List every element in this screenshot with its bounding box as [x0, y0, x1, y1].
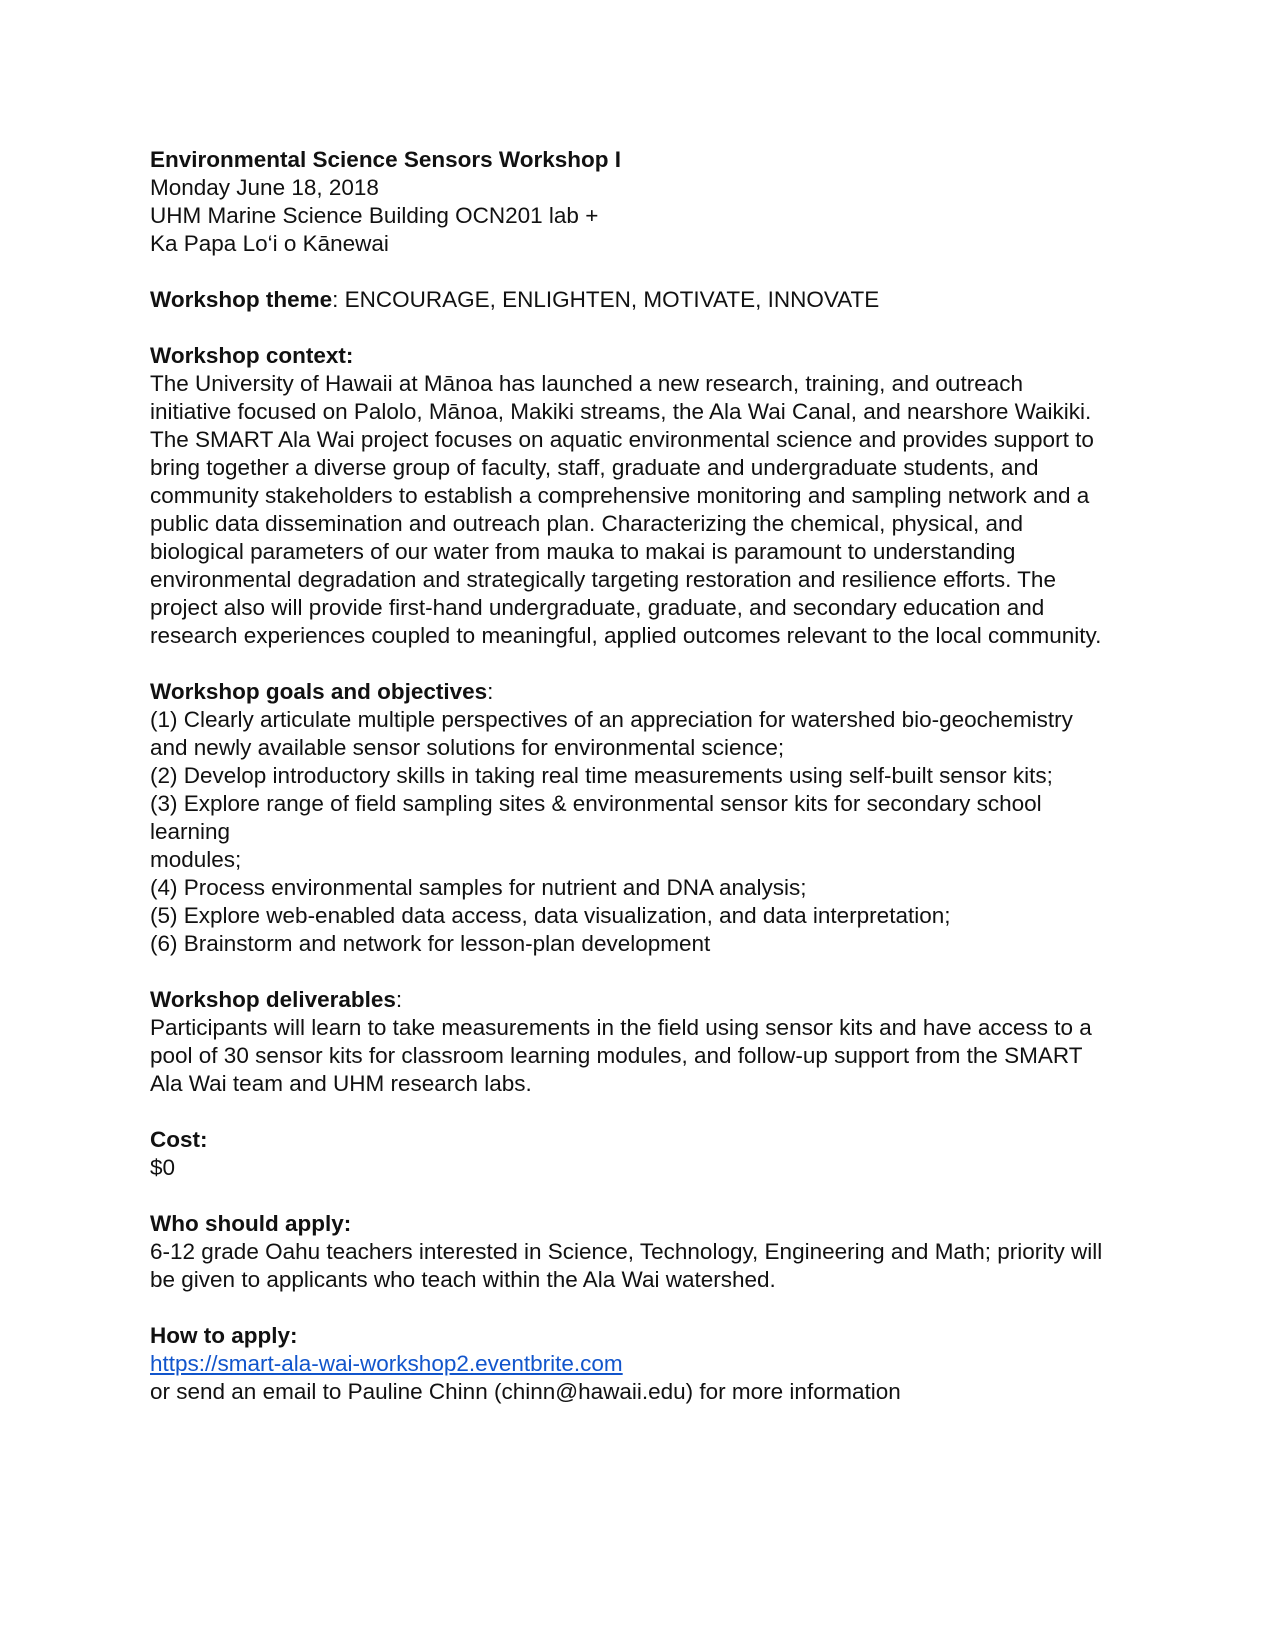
- goals-separator: :: [487, 679, 494, 704]
- theme-value: ENCOURAGE, ENLIGHTEN, MOTIVATE, INNOVATE: [338, 287, 880, 312]
- goal-line: (3) Explore range of field sampling sites & environmental sensor kits for secondary school: [150, 791, 1042, 816]
- apply-note: or send an email to Pauline Chinn (chinn@hawaii.edu) for more information: [150, 1379, 901, 1404]
- spacer: [150, 650, 1150, 678]
- deliverables-heading: Workshop deliverables: [150, 987, 396, 1012]
- apply-heading: How to apply:: [150, 1323, 298, 1348]
- goal-line: modules;: [150, 847, 242, 872]
- goals-heading: Workshop goals and objectives: [150, 679, 488, 704]
- who-line: be given to applicants who teach within the Ala Wai watershed.: [150, 1267, 776, 1292]
- theme-separator: :: [332, 287, 339, 312]
- document-page: [150, 146, 1150, 1406]
- goal-line: (2) Develop introductory skills in taking real time measurements using self-built sensor kits;: [150, 763, 1053, 788]
- workshop-location-line-2: Ka Papa Lo‘i o Kānewai: [150, 231, 389, 256]
- spacer: [150, 1098, 1150, 1126]
- spacer: [150, 258, 1150, 286]
- cost-value: $0: [150, 1155, 176, 1180]
- context-line: public data dissemination and outreach plan. Characterizing the chemical, physical, and: [150, 511, 1024, 536]
- spacer: [150, 1294, 1150, 1322]
- context-line: initiative focused on Palolo, Mānoa, Makiki streams, the Ala Wai Canal, and nearshore Waikiki.: [150, 399, 1092, 424]
- context-line: The SMART Ala Wai project focuses on aquatic environmental science and provides support to: [150, 427, 1094, 452]
- goal-line: and newly available sensor solutions for environmental science;: [150, 735, 785, 760]
- spacer: [150, 1182, 1150, 1210]
- goal-line: (1) Clearly articulate multiple perspectives of an appreciation for watershed bio-geochemistry: [150, 707, 1073, 732]
- deliverables-heading-line: [150, 986, 1150, 1014]
- context-line: project also will provide first-hand undergraduate, graduate, and secondary education and: [150, 595, 1045, 620]
- context-line: biological parameters of our water from mauka to makai is paramount to understanding: [150, 539, 1016, 564]
- goal-line: (4) Process environmental samples for nutrient and DNA analysis;: [150, 875, 807, 900]
- deliverables-separator: :: [395, 987, 403, 1012]
- workshop-date: Monday June 18, 2018: [150, 175, 379, 200]
- context-line: research experiences coupled to meaningful, applied outcomes relevant to the local community.: [150, 623, 1102, 648]
- cost-heading: Cost:: [150, 1127, 208, 1152]
- context-line: The University of Hawaii at Mānoa has launched a new research, training, and outreach: [150, 371, 1023, 396]
- context-line: community stakeholders to establish a comprehensive monitoring and sampling network and a: [150, 483, 1090, 508]
- goal-line: (5) Explore web-enabled data access, data visualization, and data interpretation;: [150, 903, 951, 928]
- who-heading: Who should apply:: [150, 1211, 352, 1236]
- workshop-theme: [150, 286, 1150, 314]
- deliverables-line: pool of 30 sensor kits for classroom learning modules, and follow-up support from the SMART: [150, 1043, 1083, 1068]
- context-heading: Workshop context:: [150, 343, 354, 368]
- deliverables-line: Participants will learn to take measurements in the field using sensor kits and have access to a: [150, 1015, 1092, 1040]
- who-line: 6-12 grade Oahu teachers interested in Science, Technology, Engineering and Math; priority will: [150, 1239, 1103, 1264]
- goals-heading-line: [150, 678, 1150, 706]
- goal-line: learning: [150, 819, 231, 844]
- document-title: Environmental Science Sensors Workshop I: [150, 147, 621, 172]
- context-line: bring together a diverse group of faculty, staff, graduate and undergraduate students, and: [150, 455, 1039, 480]
- theme-label: Workshop theme: [150, 287, 333, 312]
- goal-line: (6) Brainstorm and network for lesson-plan development: [150, 931, 711, 956]
- spacer: [150, 314, 1150, 342]
- deliverables-line: Ala Wai team and UHM research labs.: [150, 1071, 532, 1096]
- spacer: [150, 958, 1150, 986]
- context-line: environmental degradation and strategically targeting restoration and resilience efforts. The: [150, 567, 1056, 592]
- registration-link[interactable]: https://smart-ala-wai-workshop2.eventbrite.com: [150, 1351, 623, 1376]
- workshop-location-line-1: UHM Marine Science Building OCN201 lab +: [150, 203, 599, 228]
